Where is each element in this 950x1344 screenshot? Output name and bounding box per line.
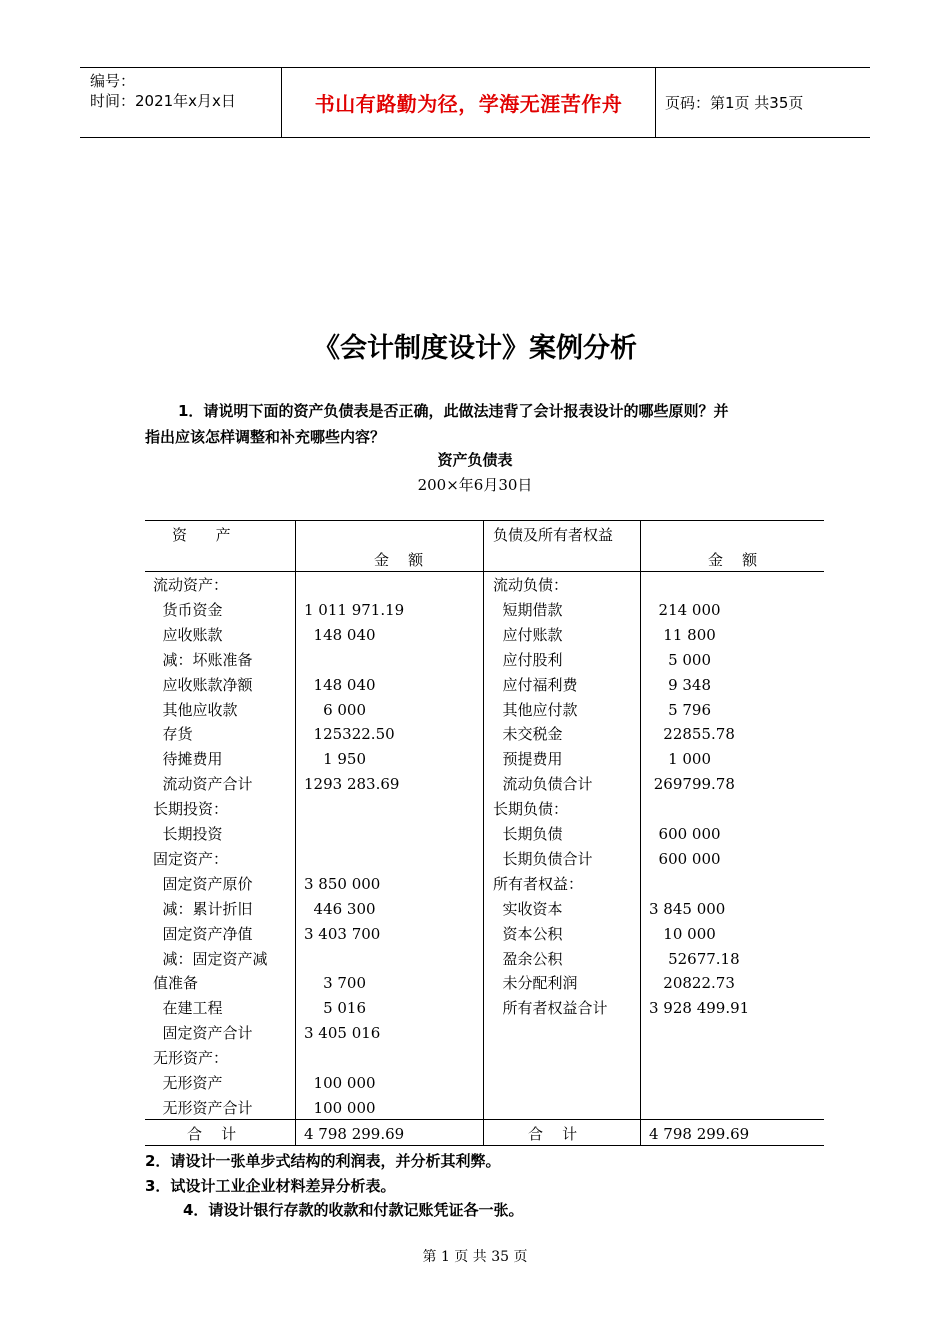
liability-amount: 5 000 xyxy=(649,650,712,669)
asset-item: 流动资产合计 xyxy=(153,775,253,794)
total-label-left: 合 计 xyxy=(187,1125,237,1143)
liability-item: 预提费用 xyxy=(493,750,563,769)
liability-item: 长期负债： xyxy=(493,800,569,819)
document-title: 《会计制度设计》案例分析 xyxy=(313,333,637,364)
asset-item: 减：坏账准备 xyxy=(153,650,253,669)
asset-item: 固定资产： xyxy=(153,849,229,868)
asset-amount: 3 850 000 xyxy=(304,874,381,893)
question-1-line-2: 指出应该怎样调整和补充哪些内容？ xyxy=(145,428,386,446)
asset-item: 长期投资 xyxy=(153,825,223,843)
liability-item: 未分配利润 xyxy=(493,974,578,993)
table-divider xyxy=(295,521,296,1145)
liability-amount: 11 800 xyxy=(649,625,716,644)
liability-item: 短期借款 xyxy=(493,600,563,619)
asset-amount: 100 000 xyxy=(304,1098,376,1117)
asset-amount: 5 016 xyxy=(304,999,367,1018)
number-label: 编号： xyxy=(90,72,136,90)
header-motto-cell xyxy=(281,68,656,137)
liability-amount: 22855.78 xyxy=(649,725,735,744)
asset-item: 无形资产合计 xyxy=(153,1098,253,1117)
liability-item: 未交税金 xyxy=(493,725,563,744)
page-header xyxy=(80,67,870,138)
liability-item: 流动负债合计 xyxy=(493,775,593,794)
table-title: 资产负债表 xyxy=(437,451,513,469)
motto: 书山有路勤为径，学海无涯苦作舟 xyxy=(314,92,623,116)
liability-item: 实收资本 xyxy=(493,899,563,918)
header-amount-left: 金 额 xyxy=(374,551,424,569)
liability-item: 应付股利 xyxy=(493,650,563,669)
liability-item: 盈余公积 xyxy=(493,949,563,968)
liability-item: 长期负债 xyxy=(493,825,563,843)
liability-amount: 214 000 xyxy=(649,600,721,619)
asset-amount: 3 700 xyxy=(304,974,367,993)
table-date: 200×年6月30日 xyxy=(417,476,533,494)
liability-item: 应付福利费 xyxy=(493,675,578,694)
liability-amount: 3 845 000 xyxy=(649,899,726,918)
liability-amount: 3 928 499.91 xyxy=(649,999,750,1018)
asset-item: 固定资产净值 xyxy=(153,924,253,943)
liability-amount: 600 000 xyxy=(649,849,721,868)
liability-item: 应付账款 xyxy=(493,625,563,644)
asset-amount: 148 040 xyxy=(304,675,376,694)
table-total-rule xyxy=(145,1119,824,1120)
header-amount-right: 金 额 xyxy=(708,551,758,569)
liability-amount: 269799.78 xyxy=(649,775,735,794)
asset-item: 待摊费用 xyxy=(153,750,223,769)
liability-amount: 9 348 xyxy=(649,675,712,694)
asset-amount: 446 300 xyxy=(304,899,376,918)
balance-sheet-table xyxy=(145,520,824,1146)
asset-amount: 1293 283.69 xyxy=(304,775,400,794)
asset-item: 货币资金 xyxy=(153,600,223,619)
liability-item: 所有者权益合计 xyxy=(493,999,608,1018)
asset-item: 无形资产 xyxy=(153,1074,223,1092)
asset-amount: 3 403 700 xyxy=(304,924,381,943)
liability-amount: 600 000 xyxy=(649,825,721,843)
asset-item: 无形资产： xyxy=(153,1049,229,1068)
asset-amount: 6 000 xyxy=(304,700,367,719)
asset-item: 应收账款 xyxy=(153,625,223,644)
asset-item: 值准备 xyxy=(153,974,199,993)
total-label-right: 合 计 xyxy=(528,1125,578,1143)
question-1-line-1: 1．请说明下面的资产负债表是否正确，此做法违背了会计报表设计的哪些原则？并 xyxy=(178,402,729,420)
page-code: 页码：第1页 共35页 xyxy=(665,94,804,112)
liability-item: 资本公积 xyxy=(493,924,563,943)
asset-item: 在建工程 xyxy=(153,999,223,1018)
total-amount-right: 4 798 299.69 xyxy=(649,1125,750,1143)
header-liabilities: 负债及所有者权益 xyxy=(493,526,614,544)
liability-item: 所有者权益： xyxy=(493,874,584,893)
table-divider xyxy=(483,521,484,1145)
liability-item: 流动负债： xyxy=(493,576,569,594)
question-2: 2．请设计一张单步式结构的利润表，并分析其利弊。 xyxy=(145,1152,501,1170)
header-meta xyxy=(80,68,280,137)
question-4: 4．请设计银行存款的收款和付款记账凭证各一张。 xyxy=(183,1201,524,1219)
page-footer: 第 1 页 共 35 页 xyxy=(422,1249,528,1265)
table-header-rule xyxy=(145,571,824,572)
asset-amount: 148 040 xyxy=(304,625,376,644)
time-label: 时间：2021年x月x日 xyxy=(90,92,236,110)
asset-amount: 100 000 xyxy=(304,1074,376,1092)
header-assets: 资 产 xyxy=(172,526,231,544)
table-divider xyxy=(640,521,641,1145)
asset-item: 存货 xyxy=(153,725,193,744)
liability-item: 其他应付款 xyxy=(493,700,578,719)
asset-item: 其他应收款 xyxy=(153,700,238,719)
liability-amount: 5 796 xyxy=(649,700,712,719)
asset-item: 流动资产： xyxy=(153,576,229,594)
question-3: 3．试设计工业企业材料差异分析表。 xyxy=(145,1177,396,1195)
liability-amount: 1 000 xyxy=(649,750,712,769)
asset-amount: 125322.50 xyxy=(304,725,395,744)
liability-item: 长期负债合计 xyxy=(493,849,593,868)
total-amount-left: 4 798 299.69 xyxy=(304,1125,405,1143)
header-page-cell xyxy=(655,68,870,137)
liability-amount: 20822.73 xyxy=(649,974,735,993)
question-1 xyxy=(145,398,815,450)
asset-item: 固定资产合计 xyxy=(153,1024,253,1043)
asset-item: 应收账款净额 xyxy=(153,675,253,694)
asset-item: 减：固定资产减 xyxy=(153,949,268,968)
asset-item: 减：累计折旧 xyxy=(153,899,253,918)
liability-amount: 10 000 xyxy=(649,924,716,943)
asset-amount: 1 950 xyxy=(304,750,367,769)
asset-amount: 3 405 016 xyxy=(304,1024,381,1043)
asset-amount: 1 011 971.19 xyxy=(304,600,405,619)
liability-amount: 52677.18 xyxy=(649,949,740,968)
asset-item: 长期投资： xyxy=(153,800,229,819)
asset-item: 固定资产原价 xyxy=(153,874,253,893)
